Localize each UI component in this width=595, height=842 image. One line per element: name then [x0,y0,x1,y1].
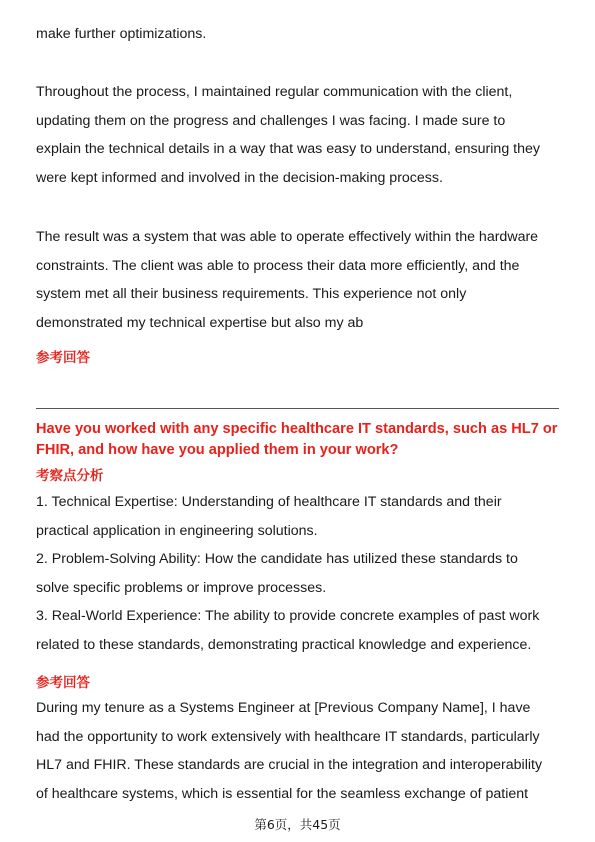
text-line: 1. Technical Expertise: Understanding of healthcare IT standards and their [36,494,502,510]
paragraph-communication [36,78,540,192]
reference-answer-label: 参考回答 [36,350,90,365]
text-line: were kept informed and involved in the decision-making process. [36,169,443,186]
text-line: The result was a system that was able to operate effectively within the hardware [36,229,539,245]
question-line: Have you worked with any specific healthcare IT standards, such as HL7 or [36,421,558,437]
text-line: 3. Real-World Experience: The ability to provide concrete examples of past work [36,608,540,625]
question-heading [36,419,558,461]
section-divider [36,408,559,409]
question-line: FHIR, and how have you applied them in your work? [36,442,399,458]
analysis-points [36,488,539,660]
text-line: Throughout the process, I maintained regular communication with the client, [36,84,513,100]
text-line: HL7 and FHIR. These standards are crucial in the integration and interoperability [36,757,543,774]
paragraph-continued [36,20,206,49]
text-line: During my tenure as a Systems Engineer at [Previous Company Name], I have [36,700,531,716]
page-number-footer: 第6页，共45页 [254,817,341,832]
text-line: updating them on the progress and challenges I was facing. I made sure to [36,112,506,129]
paragraph-result [36,223,538,337]
text-line: related to these standards, demonstrating practical knowledge and experience. [36,636,532,653]
text-line: system met all their business requirements. This experience not only [36,286,467,303]
text-line: of healthcare systems, which is essential for the seamless exchange of patient [36,785,529,802]
text-line: explain the technical details in a way that was easy to understand, ensuring they [36,141,540,158]
text-line: constraints. The client was able to process their data more efficiently, and the [36,257,520,274]
text-line: practical application in engineering solutions. [36,522,318,539]
text-line: solve specific problems or improve processes. [36,579,327,596]
text-line: demonstrated my technical expertise but also my ab [36,314,364,331]
analysis-label: 考察点分析 [36,468,104,483]
text-line: 2. Problem-Solving Ability: How the candidate has utilized these standards to [36,551,518,568]
text-line: make further optimizations. [36,26,207,42]
reference-answer-label: 参考回答 [36,675,90,690]
text-line: had the opportunity to work extensively with healthcare IT standards, particularly [36,728,540,745]
answer-paragraph [36,694,542,808]
